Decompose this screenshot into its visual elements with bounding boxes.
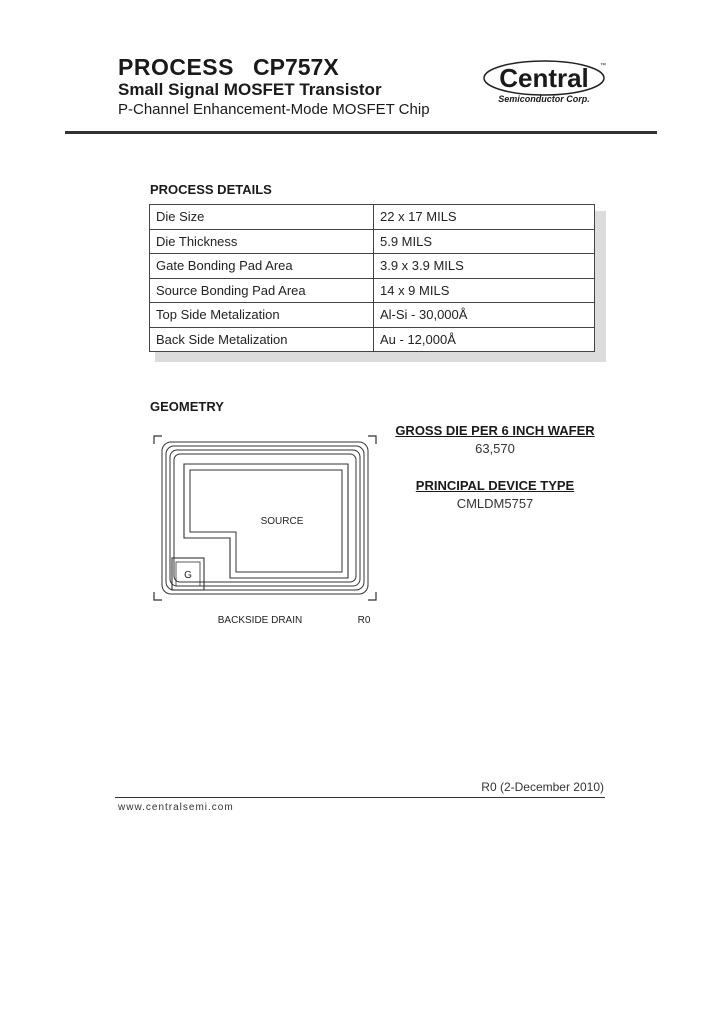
gate-label: G (184, 570, 192, 581)
backside-drain-label: BACKSIDE DRAIN (217, 615, 303, 626)
principal-device-label: PRINCIPAL DEVICE TYPE (415, 478, 575, 493)
revision-date: R0 (2-December 2010) (481, 780, 604, 794)
gross-die-label: GROSS DIE PER 6 INCH WAFER (395, 423, 595, 438)
geometry-heading: GEOMETRY (150, 399, 224, 414)
table-row (150, 205, 595, 230)
row-value: 22 x 17 MILS (374, 205, 595, 230)
row-label: Die Size (150, 205, 374, 230)
product-description: P-Channel Enhancement-Mode MOSFET Chip (118, 101, 430, 118)
row-value: Au - 12,000Å (374, 327, 595, 352)
row-label: Die Thickness (150, 229, 374, 254)
principal-device-value: CMLDM5757 (456, 496, 534, 511)
row-value: 3.9 x 3.9 MILS (374, 254, 595, 279)
row-value: 5.9 MILS (374, 229, 595, 254)
row-value: 14 x 9 MILS (374, 278, 595, 303)
source-label: SOURCE (260, 516, 304, 527)
logo-trademark: ™ (600, 63, 606, 69)
table-row (150, 254, 595, 279)
central-logo (482, 58, 606, 106)
logo-brand: Central (499, 63, 589, 93)
row-value: Al-Si - 30,000Å (374, 303, 595, 328)
table-row (150, 229, 595, 254)
row-label: Top Side Metalization (150, 303, 374, 328)
table-row (150, 303, 595, 328)
table-row (150, 327, 595, 352)
website-link[interactable]: www.centralsemi.com (118, 802, 234, 813)
row-label: Source Bonding Pad Area (150, 278, 374, 303)
row-label: Back Side Metalization (150, 327, 374, 352)
header-divider (65, 131, 657, 134)
process-details-heading: PROCESS DETAILS (150, 182, 272, 197)
product-subtitle: Small Signal MOSFET Transistor (118, 80, 382, 99)
process-details-table (149, 204, 595, 352)
table-row (150, 278, 595, 303)
footer-divider (115, 797, 605, 798)
die-revision-label: R0 (357, 615, 371, 626)
part-number: CP757X (253, 54, 339, 80)
die-geometry-diagram (148, 430, 382, 630)
process-label: PROCESS (118, 54, 234, 80)
gross-die-value: 63,570 (475, 441, 515, 456)
logo-tagline: Semiconductor Corp. (498, 94, 590, 104)
row-label: Gate Bonding Pad Area (150, 254, 374, 279)
